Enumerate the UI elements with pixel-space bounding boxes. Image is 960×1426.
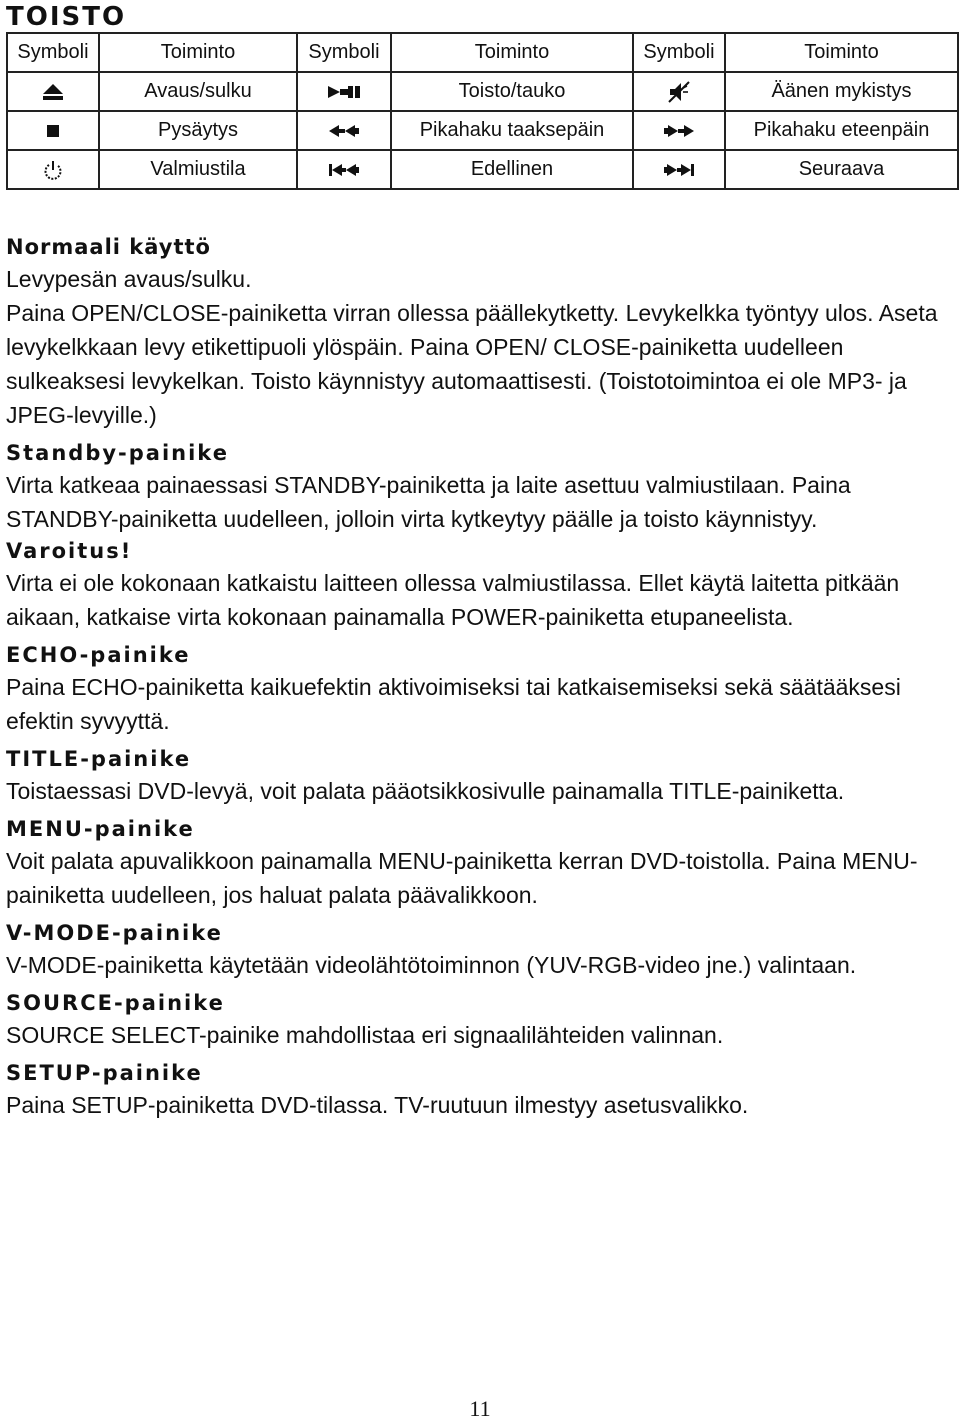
symbol-cell [633, 111, 725, 150]
function-cell: Avaus/sulku [99, 72, 297, 111]
page-title: TOISTO [6, 2, 127, 32]
eject-icon [41, 82, 65, 102]
function-cell: Äänen mykistys [725, 72, 958, 111]
section-paragraph: Toistaessasi DVD-levyä, voit palata pääotsikkosivulle painamalla TITLE-painiketta. [6, 778, 845, 804]
column-header: Symboli [7, 33, 99, 72]
section-heading: SOURCE-painike [6, 991, 225, 1015]
function-cell: Edellinen [391, 150, 633, 189]
table-row [7, 150, 958, 189]
symbol-cell [297, 111, 391, 150]
section-heading: ECHO-painike [6, 643, 191, 667]
section-paragraph: V-MODE-painiketta käytetään videolähtötoiminnon (YUV-RGB-video jne.) valintaan. [6, 952, 857, 978]
mute-icon [667, 80, 691, 104]
symbol-cell [7, 111, 99, 150]
column-header: Toiminto [391, 33, 633, 72]
column-header: Toiminto [99, 33, 297, 72]
section-heading: Varoitus! [6, 539, 133, 563]
section-heading: MENU-painike [6, 817, 195, 841]
symbol-table [6, 32, 959, 190]
function-cell: Pikahaku eteenpäin [725, 111, 958, 150]
table-header-row [7, 33, 958, 72]
section-paragraph: SOURCE SELECT-painike mahdollistaa eri signaalilähteiden valinnan. [6, 1022, 724, 1048]
section-menu-button [6, 814, 946, 912]
symbol-cell [633, 72, 725, 111]
section-heading: TITLE-painike [6, 747, 192, 771]
body-content [6, 232, 946, 1128]
function-cell: Seuraava [725, 150, 958, 189]
column-header: Symboli [297, 33, 391, 72]
section-normal-use [6, 232, 946, 432]
function-cell: Pikahaku taaksepäin [391, 111, 633, 150]
column-header: Toiminto [725, 33, 958, 72]
section-standby-button [6, 438, 946, 536]
previous-icon [327, 162, 361, 178]
next-icon [662, 162, 696, 178]
section-paragraph: Paina SETUP-painiketta DVD-tilassa. TV-ruutuun ilmestyy asetusvalikko. [6, 1092, 749, 1118]
rewind-icon [327, 123, 361, 139]
table-row [7, 72, 958, 111]
symbol-cell [297, 150, 391, 189]
stop-icon [46, 124, 60, 138]
section-heading: SETUP-painike [6, 1061, 203, 1085]
section-source-button [6, 988, 946, 1052]
symbol-cell [7, 72, 99, 111]
symbol-cell [7, 150, 99, 189]
symbol-cell [297, 72, 391, 111]
function-cell: Pysäytys [99, 111, 297, 150]
section-paragraph: Paina ECHO-painiketta kaikuefektin aktivoimiseksi tai katkaisemiseksi sekä säätääksesi efektin syvyyttä. [6, 674, 901, 734]
column-header: Symboli [633, 33, 725, 72]
section-paragraph: Paina OPEN/CLOSE-painiketta virran ollessa päällekytketty. Levykelkka työntyy ulos. Aseta levykelkkaan levy etikettipuoli ylöspäin. Paina OPEN/ CLOSE-painiketta uudelleen sulkeaksesi levykelkan. Toisto käynnistyy automaattisesti. (Toistotoimintoa ei ole MP3- ja JPEG-levyille.) [6, 300, 938, 428]
play-pause-icon [327, 83, 361, 101]
section-heading: V-MODE-painike [6, 921, 223, 945]
section-v-mode-button [6, 918, 946, 982]
function-cell: Toisto/tauko [391, 72, 633, 111]
page-number: 11 [469, 1396, 491, 1421]
section-setup-button [6, 1058, 946, 1122]
function-cell: Valmiustila [99, 150, 297, 189]
section-paragraph: Levypesän avaus/sulku. [6, 266, 252, 292]
section-warning [6, 536, 946, 634]
table-row [7, 111, 958, 150]
section-echo-button [6, 640, 946, 738]
section-heading: Standby-painike [6, 441, 229, 465]
section-paragraph: Virta katkeaa painaessasi STANDBY-painiketta ja laite asettuu valmiustilaan. Paina STANDBY-painiketta uudelleen, jolloin virta kytkeytyy päälle ja toisto käynnistyy. [6, 472, 851, 532]
section-heading: Normaali käyttö [6, 235, 211, 259]
section-title-button [6, 744, 946, 808]
standby-icon [42, 159, 64, 181]
symbol-cell [633, 150, 725, 189]
fast-forward-icon [662, 123, 696, 139]
section-paragraph: Virta ei ole kokonaan katkaistu laitteen ollessa valmiustilassa. Ellet käytä laitetta pitkään aikaan, katkaise virta kokonaan painamalla POWER-painiketta etupaneelista. [6, 570, 900, 630]
section-paragraph: Voit palata apuvalikkoon painamalla MENU-painiketta kerran DVD-toistolla. Paina MENU-painiketta uudelleen, jos haluat palata päävalikkoon. [6, 848, 918, 908]
